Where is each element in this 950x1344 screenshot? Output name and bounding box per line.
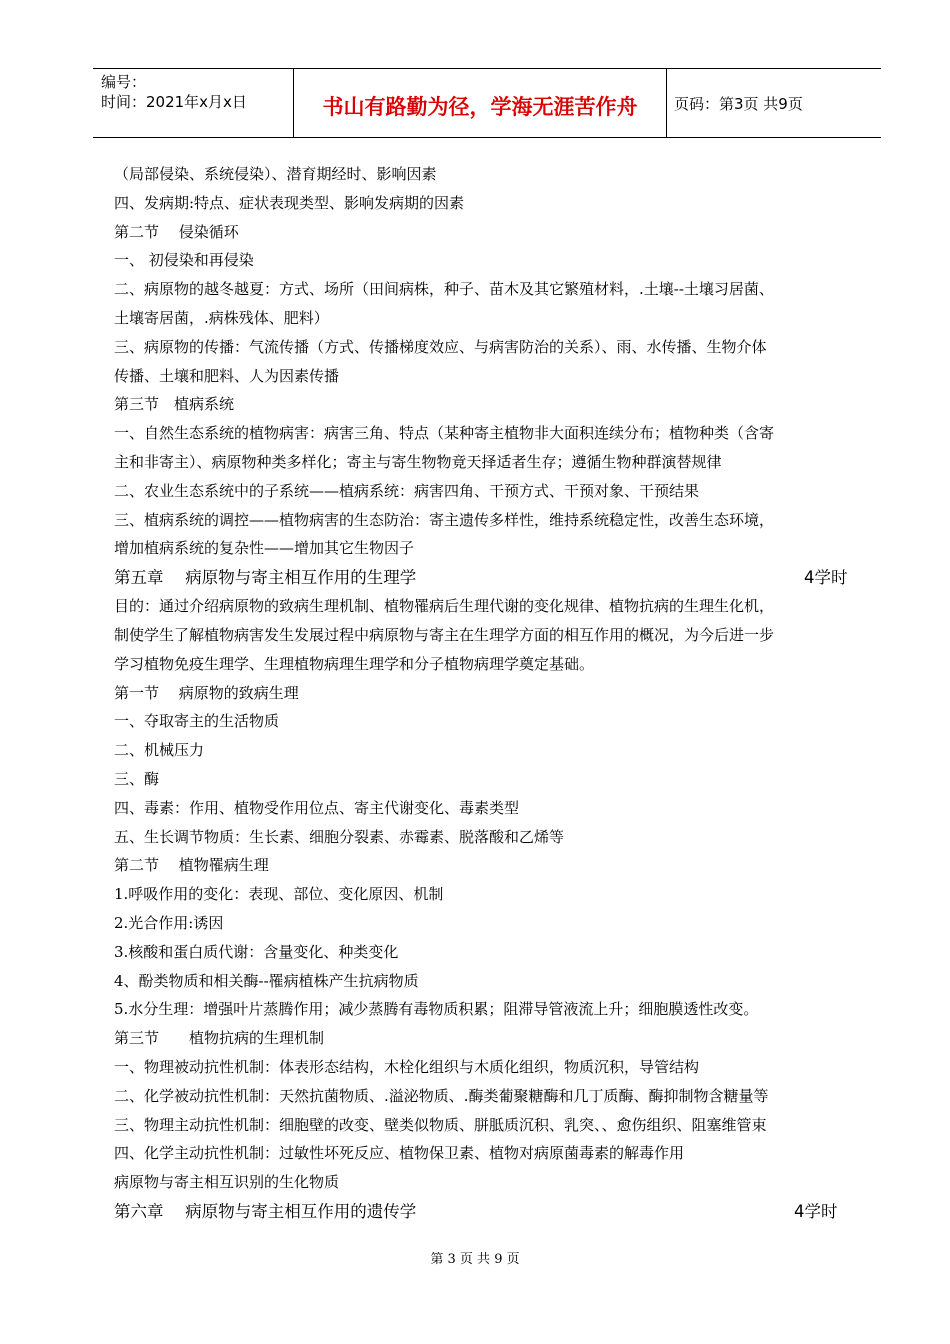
text-line: 三、病原物的传播：气流传播（方式、传播梯度效应、与病害防治的关系）、雨、水传播、生物介体 xyxy=(114,337,767,356)
header-number-label: 编号： xyxy=(101,73,147,91)
chapter-heading-6 xyxy=(114,1197,862,1226)
chapter-title: 第六章 病原物与寄主相互作用的遗传学 xyxy=(114,1201,417,1221)
text-line: 二、农业生态系统中的子系统——植病系统：病害四角、干预方式、干预对象、干预结果 xyxy=(114,481,700,500)
document-body xyxy=(114,160,862,1226)
header-motto-cell xyxy=(293,69,667,137)
header-page-label: 页码：第3页 共9页 xyxy=(674,95,803,113)
header-page-cell xyxy=(666,69,881,137)
chapter-title: 第五章 病原物与寄主相互作用的生理学 xyxy=(114,568,417,588)
header-time-label: 时间：2021年x月x日 xyxy=(101,93,247,111)
text-line: 4、酚类物质和相关酶--罹病植株产生抗病物质 xyxy=(114,971,419,990)
page-footer: 第 3 页 共 9 页 xyxy=(430,1252,520,1267)
text-line: 四、化学主动抗性机制：过敏性坏死反应、植物保卫素、植物对病原菌毒素的解毒作用 xyxy=(114,1144,685,1163)
text-line: 二、机械压力 xyxy=(114,741,205,760)
text-line: 制使学生了解植物病害发生发展过程中病原物与寄主在生理学方面的相互作用的概况，为今后进一步 xyxy=(114,625,775,644)
text-line: 三、物理主动抗性机制：细胞壁的改变、壁类似物质、胼胝质沉积、乳突、、愈伤组织、阻塞维管束 xyxy=(114,1115,767,1134)
text-line: 学习植物免疫生理学、生理植物病理生理学和分子植物病理学奠定基础。 xyxy=(114,654,595,673)
page-header xyxy=(93,68,881,138)
text-line: 一、物理被动抗性机制：体表形态结构，木栓化组织与木质化组织，物质沉积，导管结构 xyxy=(114,1057,700,1076)
text-line: 2.光合作用:诱因 xyxy=(114,913,224,932)
text-line: 目的：通过介绍病原物的致病生理机制、植物罹病后生理代谢的变化规律、植物抗病的生理生化机， xyxy=(114,597,775,616)
text-line: 二、病原物的越冬越夏：方式、场所（田间病株，种子、苗木及其它繁殖材料，.土壤--土壤习居菌、 xyxy=(114,280,774,299)
text-line: 四、发病期:特点、症状表现类型、影响发病期的因素 xyxy=(114,193,465,212)
text-line: 一、自然生态系统的植物病害：病害三角、特点（某种寄主植物非大面积连续分布；植物种类（含寄 xyxy=(114,424,775,443)
section-heading: 第二节 侵染循环 xyxy=(114,222,239,241)
chapter-hours: 4学时 xyxy=(804,568,848,588)
text-line: （局部侵染、系统侵染）、潜育期经时、影响因素 xyxy=(114,165,437,183)
text-line: 土壤寄居菌，.病株残体、肥料） xyxy=(114,308,329,327)
text-line: 5.水分生理：增强叶片蒸腾作用；减少蒸腾有毒物质积累；阻滞导管液流上升；细胞膜透性改变。 xyxy=(114,1000,759,1019)
header-motto: 书山有路勤为径，学海无涯苦作舟 xyxy=(322,95,638,119)
text-line: 3.核酸和蛋白质代谢：含量变化、种类变化 xyxy=(114,942,399,961)
text-line: 增加植病系统的复杂性——增加其它生物因子 xyxy=(114,539,415,558)
text-line: 四、毒素：作用、植物受作用位点、寄主代谢变化、毒素类型 xyxy=(114,798,520,817)
text-line: 五、生长调节物质：生长素、细胞分裂素、赤霉素、脱落酸和乙烯等 xyxy=(114,827,565,846)
text-line: 传播、土壤和肥料、人为因素传播 xyxy=(114,366,340,385)
section-heading: 第二节 植物罹病生理 xyxy=(114,856,269,875)
section-heading: 第三节 植物抗病的生理机制 xyxy=(114,1029,325,1048)
text-line: 主和非寄主）、病原物种类多样化；寄主与寄生物物竟天择适者生存；遵循生物种群演替规律 xyxy=(114,452,722,471)
text-line: 三、植病系统的调控——植物病害的生态防治：寄主遗传多样性，维持系统稳定性，改善生态环境， xyxy=(114,510,775,529)
text-line: 一、 初侵染和再侵染 xyxy=(114,251,254,270)
chapter-hours: 4学时 xyxy=(794,1201,838,1221)
text-line: 三、酶 xyxy=(114,769,160,788)
chapter-heading-5 xyxy=(114,563,862,592)
text-line: 病原物与寄主相互识别的生化物质 xyxy=(114,1173,340,1192)
header-info-cell xyxy=(93,69,293,137)
text-line: 一、夺取寄主的生活物质 xyxy=(114,712,280,731)
section-heading: 第三节 植病系统 xyxy=(114,395,235,414)
section-heading: 第一节 病原物的致病生理 xyxy=(114,683,299,702)
text-line: 二、化学被动抗性机制：天然抗菌物质、.溢泌物质、.酶类葡聚糖酶和几丁质酶、酶抑制物含糖量等 xyxy=(114,1086,769,1105)
text-line: 1.呼吸作用的变化：表现、部位、变化原因、机制 xyxy=(114,885,444,904)
